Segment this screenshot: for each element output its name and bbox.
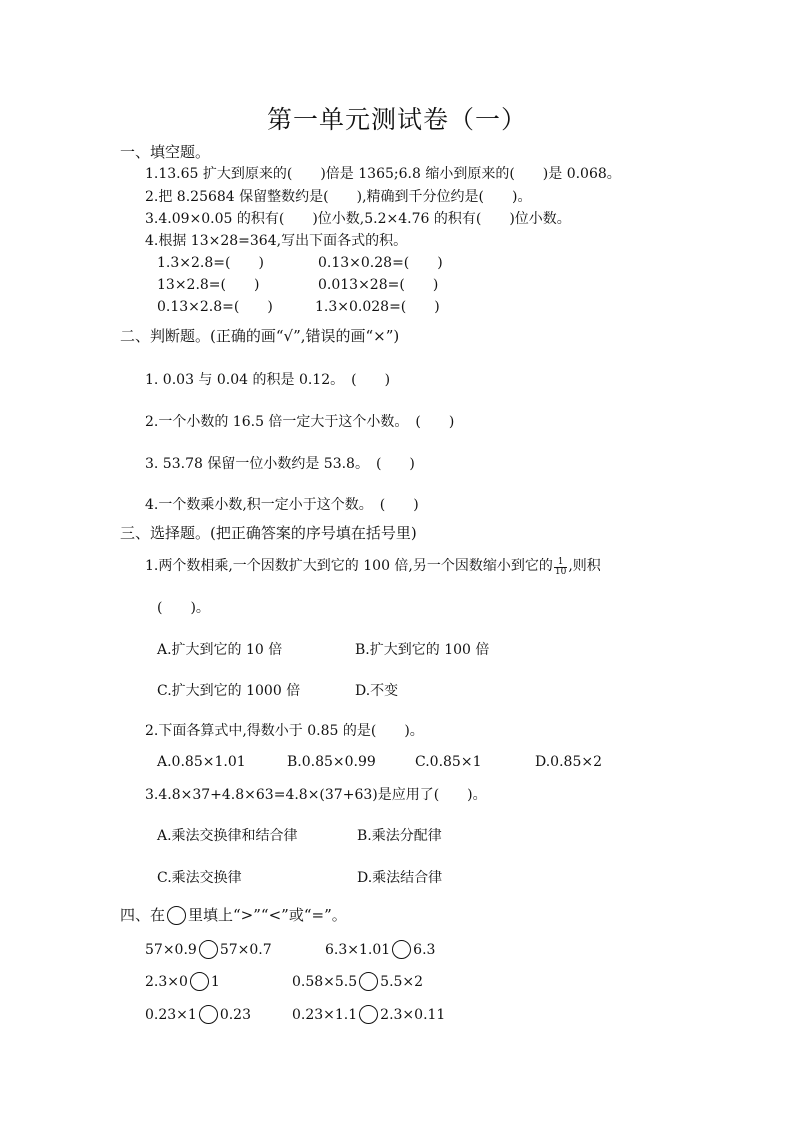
comparison-item	[145, 1005, 251, 1024]
comparison-left: 0.23×1.1	[292, 1007, 358, 1023]
comparison-right: 5.5×2	[380, 974, 424, 990]
section-3-heading: 三、选择题。(把正确答案的序号填在括号里)	[120, 524, 417, 542]
comparison-item	[145, 940, 272, 959]
section-1-heading: 一、填空题。	[120, 143, 211, 161]
s4-heading-pre: 四、在	[120, 906, 166, 924]
s3-q2-option: A.0.85×1.01	[157, 754, 246, 770]
circle-blank-icon	[359, 1005, 378, 1024]
circle-blank-icon	[199, 1005, 218, 1024]
s1-question-3: 3.4.09×0.05 的积有( )位小数,5.2×4.76 的积有( )位小数。	[145, 211, 571, 227]
comparison-item	[292, 972, 423, 991]
section-2-heading: 二、判断题。(正确的画“√”,错误的画“×”)	[120, 327, 400, 345]
circle-blank-icon	[392, 940, 411, 959]
s3-q1-option: D.不变	[355, 683, 399, 699]
s2-item: 4.一个数乘小数,积一定小于这个数。 ( )	[145, 497, 419, 513]
s1-q4-item: 1.3×0.028=( )	[315, 299, 440, 315]
s3-q3-option: A.乘法交换律和结合律	[157, 828, 298, 844]
s3-q1-tail: ,则积	[568, 558, 601, 574]
fraction-numerator: 1	[554, 558, 567, 568]
s2-item: 3. 53.78 保留一位小数约是 53.8。 ( )	[145, 456, 415, 472]
fraction	[554, 558, 567, 577]
s1-q4-item: 0.013×28=( )	[318, 277, 439, 293]
comparison-right: 2.3×0.11	[380, 1007, 446, 1023]
s2-item: 1. 0.03 与 0.04 的积是 0.12。 ( )	[145, 372, 391, 388]
circle-blank-icon	[359, 972, 378, 991]
s1-q4-item: 1.3×2.8=( )	[157, 255, 264, 271]
s3-q1-blank: ( )。	[157, 600, 210, 616]
s3-q3-option: D.乘法结合律	[357, 870, 443, 886]
comparison-left: 6.3×1.01	[325, 942, 391, 958]
s3-q1-option: B.扩大到它的 100 倍	[355, 642, 490, 658]
s3-question-3: 3.4.8×37+4.8×63=4.8×(37+63)是应用了( )。	[145, 787, 487, 803]
s3-question-2: 2.下面各算式中,得数小于 0.85 的是( )。	[145, 723, 424, 739]
comparison-left: 2.3×0	[145, 974, 188, 990]
s3-q1-option: A.扩大到它的 10 倍	[157, 642, 283, 658]
s3-q2-option: D.0.85×2	[535, 754, 602, 770]
comparison-right: 57×0.7	[219, 942, 272, 958]
circle-blank-icon	[167, 906, 186, 925]
s3-q1-text: 1.两个数相乘,一个因数扩大到它的 100 倍,另一个因数缩小到它的	[145, 558, 553, 574]
s3-q3-option: B.乘法分配律	[357, 828, 442, 844]
comparison-right: 1	[210, 974, 220, 990]
comparison-left: 57×0.9	[145, 942, 197, 958]
comparison-right: 6.3	[413, 942, 436, 958]
s1-question-1: 1.13.65 扩大到原来的( )倍是 1365;6.8 缩小到原来的( )是 0.068。	[145, 166, 621, 182]
s3-q2-option: C.0.85×1	[415, 754, 482, 770]
s1-question-4: 4.根据 13×28=364,写出下面各式的积。	[145, 233, 408, 249]
circle-blank-icon	[190, 972, 209, 991]
s1-q4-item: 13×2.8=( )	[157, 277, 260, 293]
section-4-heading	[120, 906, 347, 925]
fraction-denominator: 10	[554, 567, 567, 577]
page-title: 第一单元测试卷（一）	[266, 105, 527, 134]
s3-q2-option: B.0.85×0.99	[287, 754, 376, 770]
comparison-item	[325, 940, 435, 959]
comparison-left: 0.23×1	[145, 1007, 197, 1023]
circle-blank-icon	[199, 940, 218, 959]
comparison-item	[145, 972, 220, 991]
comparison-right: 0.23	[219, 1007, 251, 1023]
comparison-item	[292, 1005, 445, 1024]
s2-item: 2.一个小数的 16.5 倍一定大于这个小数。 ( )	[145, 414, 455, 430]
s3-q1-option: C.扩大到它的 1000 倍	[157, 683, 301, 699]
s3-q3-option: C.乘法交换律	[157, 870, 242, 886]
s1-question-2: 2.把 8.25684 保留整数约是( ),精确到千分位约是( )。	[145, 189, 532, 205]
s1-q4-item: 0.13×2.8=( )	[157, 299, 273, 315]
comparison-left: 0.58×5.5	[292, 974, 358, 990]
s4-heading-post: 里填上“>”“<”或“=”。	[188, 906, 347, 924]
s1-q4-item: 0.13×0.28=( )	[318, 255, 443, 271]
s3-question-1	[145, 557, 601, 577]
